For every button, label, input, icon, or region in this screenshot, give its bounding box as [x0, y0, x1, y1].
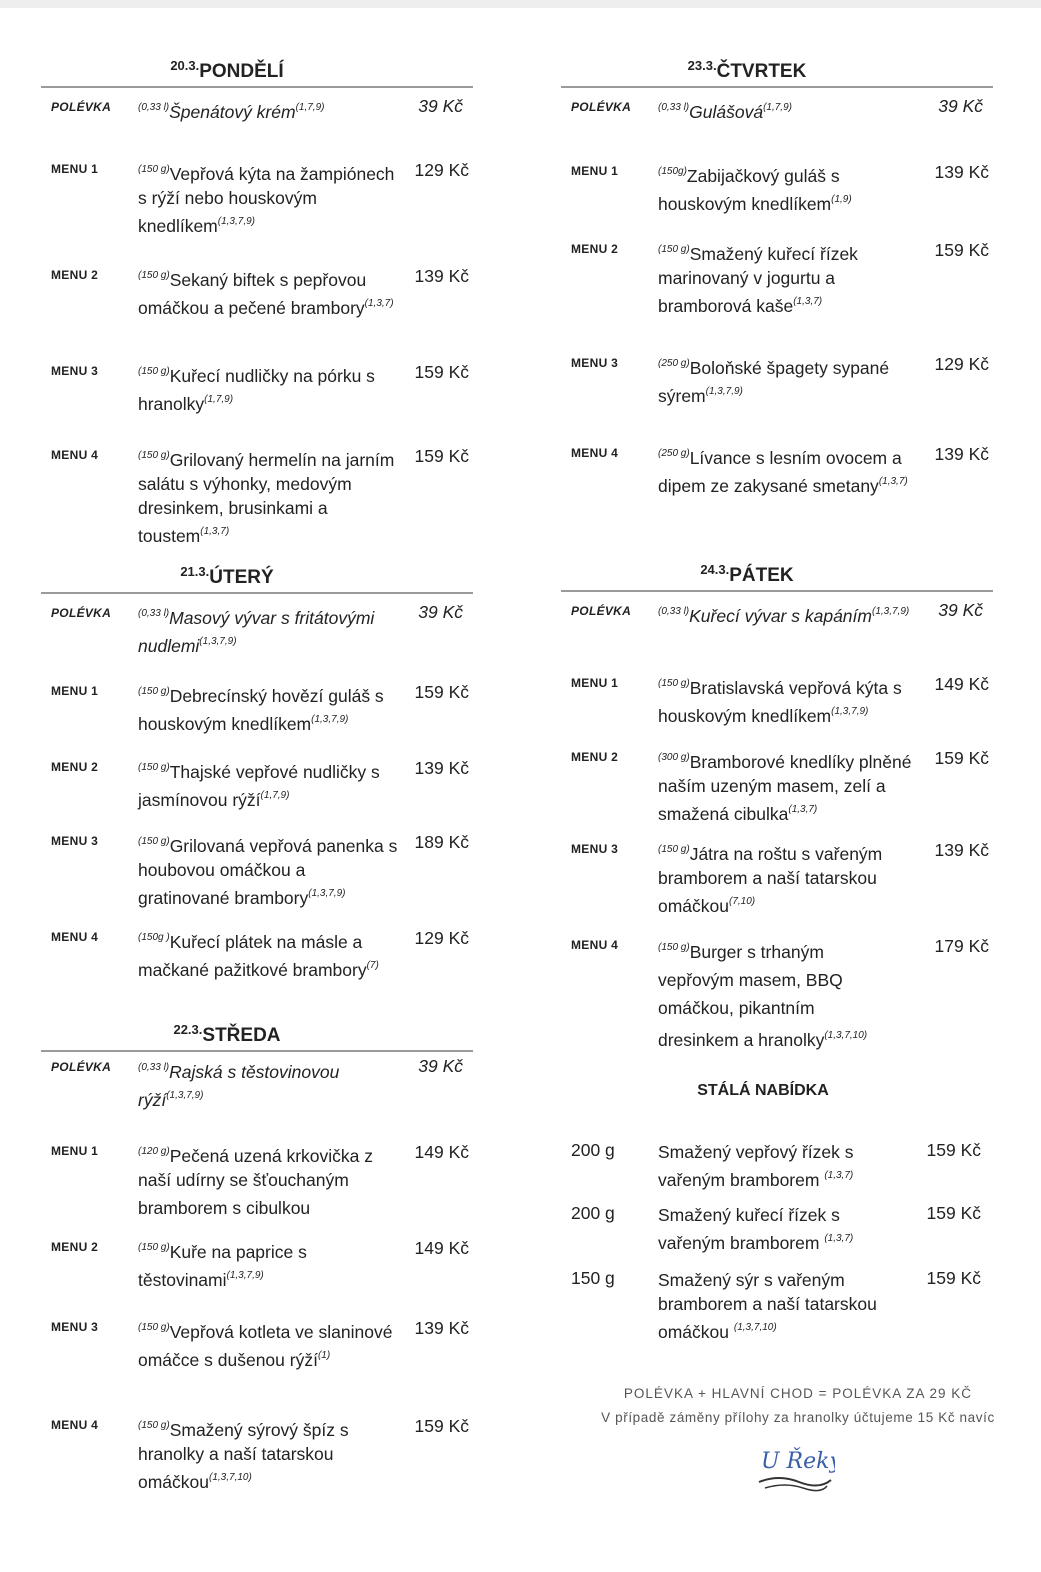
dish-description [138, 926, 398, 982]
dish-price: 189 Kč [414, 832, 469, 852]
portion-size: (120 g) [138, 1146, 170, 1157]
portion-size: (300 g) [658, 752, 690, 763]
allergens: (1,3,7,9) [311, 714, 349, 725]
fixed-price: 159 Kč [926, 1140, 981, 1160]
dish-name: Kuře na paprice s těstovinami [138, 1242, 307, 1290]
dish-description [138, 680, 398, 736]
allergens: (1,9) [831, 194, 852, 205]
soup-price: 39 Kč [938, 96, 983, 116]
allergens: (1,3,7) [200, 526, 230, 537]
fries-note: V případě záměny přílohy za hranolky účtujeme 15 Kč navíc [601, 1410, 995, 1425]
dish-name: Boloňské špagety sypané sýrem [658, 358, 890, 406]
soup-description [138, 602, 398, 658]
restaurant-logo [755, 1440, 835, 1496]
allergens: (1,3,7,10) [733, 1322, 777, 1333]
dish-description [658, 442, 918, 498]
soup-label: POLÉVKA [51, 1060, 112, 1074]
dish-name: Bratislavská vepřová kýta s houskovým knedlíkem [658, 678, 902, 726]
portion-size: (150 g) [138, 686, 170, 697]
day-title [561, 58, 993, 86]
combo-note: POLÉVKA + HLAVNÍ CHOD = POLÉVKA ZA 29 KČ [623, 1386, 973, 1401]
dish-name: Játra na roštu s vařeným bramborem a naší tatarskou omáčkou [658, 844, 883, 916]
allergens: (1,7,9) [204, 394, 234, 405]
dish-price: 139 Kč [414, 758, 469, 778]
day-divider [561, 86, 993, 88]
allergens: (1,3,7,9) [705, 386, 743, 397]
dish-name: Smažený vepřový řízek s vařeným bramborem [658, 1142, 854, 1190]
svg-text:U Řeky: U Řeky [761, 1449, 835, 1474]
soup-label: POLÉVKA [571, 604, 632, 618]
day-divider [561, 590, 993, 592]
allergens: (1,3,7,9) [226, 1270, 264, 1281]
dish-name: Zabijačkový guláš s houskovým knedlíkem [658, 166, 840, 214]
day-divider [41, 86, 473, 88]
dish-name: Špenátový krém [169, 102, 296, 122]
soup-description [658, 96, 918, 124]
dish-name: Grilovaná vepřová panenka s houbovou omáčkou a gratinované brambory [138, 836, 398, 908]
day-name: STŘEDA [202, 1025, 281, 1046]
dish-name: Kuřecí nudličky na pórku s hranolky [138, 366, 375, 414]
dish-name: Grilovaný hermelín na jarním salátu s výhonky, medovým dresinkem, brusinkami a toustem [138, 450, 395, 546]
day-title [561, 562, 993, 590]
portion-size: (150 g) [138, 1242, 170, 1253]
soup-price: 39 Kč [418, 96, 463, 116]
fixed-weight: 150 g [571, 1268, 615, 1288]
dish-description [658, 672, 918, 728]
dish-description [138, 444, 398, 548]
menu-label: MENU 4 [51, 930, 99, 944]
fixed-description [658, 1203, 908, 1255]
dish-name: Smažený sýr s vařeným bramborem a naší tatarskou omáčkou [658, 1270, 877, 1342]
menu-label: MENU 1 [51, 162, 99, 176]
portion-size: (150 g) [658, 244, 690, 255]
soup-description [138, 1056, 398, 1112]
allergens: (1,3,7,9) [871, 606, 910, 617]
portion-size: (150 g) [138, 270, 170, 281]
menu-label: MENU 4 [51, 448, 99, 462]
day-section-fri [561, 562, 993, 1050]
menu-label: MENU 4 [571, 446, 619, 460]
allergens: (1,3,7) [364, 298, 394, 309]
portion-size: (150 g) [138, 762, 170, 773]
dish-price: 129 Kč [934, 354, 989, 374]
portion-size: (150 g) [138, 1420, 170, 1431]
day-section-tue [41, 564, 473, 1036]
day-date: 22.3. [173, 1022, 203, 1037]
allergens: (1,3,7,10) [824, 1030, 868, 1041]
dish-description [658, 352, 918, 408]
fixed-description [658, 1268, 908, 1344]
soup-label: POLÉVKA [51, 606, 112, 620]
day-divider [41, 1050, 473, 1052]
dish-description [138, 360, 398, 416]
day-title [41, 58, 473, 86]
portion-size: (150 g) [138, 836, 170, 847]
dish-price: 159 Kč [414, 446, 469, 466]
dish-name: Kuřecí vývar s kapáním [689, 606, 872, 626]
portion-size: (250 g) [658, 448, 690, 459]
dish-price: 179 Kč [934, 936, 989, 956]
allergens: (1,3,7,9) [217, 216, 256, 227]
day-divider [41, 592, 473, 594]
day-name: PONDĚLÍ [199, 61, 284, 82]
dish-name: Rajská s těstovinovou rýží [138, 1062, 340, 1110]
allergens: (1) [317, 1350, 331, 1361]
dish-name: Bramborové knedlíky plněné naším uzeným masem, zelí a smažená cibulka [658, 752, 912, 824]
soup-description [138, 96, 398, 124]
dish-description [138, 1414, 398, 1494]
menu-label: MENU 3 [51, 1320, 99, 1334]
dish-name: Pečená uzená krkovička z naší udírny se šťouchaným bramborem s cibulkou [138, 1146, 373, 1218]
day-date: 23.3. [687, 58, 717, 73]
menu-label: MENU 2 [51, 268, 99, 282]
allergens: (1,3,7) [824, 1170, 854, 1181]
portion-size: (0,33 l) [138, 102, 170, 113]
portion-size: (0,33 l) [138, 1062, 170, 1073]
allergens: (1,7,9) [295, 102, 325, 113]
dish-description [138, 1140, 398, 1220]
dish-name: Gulášová [689, 102, 764, 122]
dish-name: Lívance s lesním ovocem a dipem ze zakysané smetany [658, 448, 902, 496]
allergens: (1,3,7,9) [166, 1090, 204, 1101]
allergens: (1,3,7) [824, 1233, 854, 1244]
menu-label: MENU 3 [51, 834, 99, 848]
soup-label: POLÉVKA [51, 100, 112, 114]
menu-label: MENU 2 [51, 1240, 99, 1254]
dish-description [658, 934, 898, 1054]
menu-label: MENU 3 [571, 356, 619, 370]
portion-size: (150g) [658, 166, 687, 177]
portion-size: (0,33 l) [658, 606, 690, 617]
menu-label: MENU 3 [571, 842, 619, 856]
allergens: (1,7,9) [763, 102, 792, 113]
dish-name: Masový vývar s fritátovými nudlemi [138, 608, 375, 656]
menu-label: MENU 1 [571, 676, 619, 690]
allergens: (1,3,7,9) [831, 706, 869, 717]
fixed-weight: 200 g [571, 1140, 615, 1160]
allergens: (7) [366, 960, 379, 971]
portion-size: (150 g) [138, 164, 170, 175]
dish-description [138, 756, 398, 812]
menu-label: MENU 1 [571, 164, 619, 178]
dish-description [658, 838, 918, 918]
dish-name: Vepřová kýta na žampiónech s rýží nebo houskovým knedlíkem [138, 164, 395, 236]
dish-description [658, 238, 918, 318]
dish-name: Sekaný biftek s pepřovou omáčkou a pečené brambory [138, 270, 367, 318]
menu-label: MENU 3 [51, 364, 99, 378]
portion-size: (150 g) [658, 844, 690, 855]
dish-price: 139 Kč [414, 266, 469, 286]
dish-name: Burger s trhaným vepřovým masem, BBQ omáčkou, pikantním dresinkem a hranolky [658, 942, 843, 1050]
soup-label: POLÉVKA [571, 100, 632, 114]
dish-name: Smažený kuřecí řízek s vařeným bramborem [658, 1205, 840, 1253]
dish-name: Vepřová kotleta ve slaninové omáčce s dušenou rýží [138, 1322, 393, 1370]
dish-price: 159 Kč [414, 682, 469, 702]
allergens: (1,3,7,9) [199, 636, 237, 647]
portion-size: (150g ) [138, 932, 170, 943]
menu-label: MENU 2 [51, 760, 99, 774]
allergens: (1,3,7) [788, 804, 818, 815]
menu-label: MENU 4 [571, 938, 619, 952]
dish-name: Debrecínský hovězí guláš s houskovým knedlíkem [138, 686, 384, 734]
fixed-weight: 200 g [571, 1203, 615, 1223]
day-name: PÁTEK [729, 565, 794, 586]
dish-name: Thajské vepřové nudličky s jasmínovou rýží [138, 762, 380, 810]
dish-price: 139 Kč [934, 444, 989, 464]
dish-name: Smažený kuřecí řízek marinovaný v jogurtu a bramborová kaše [658, 244, 858, 316]
menu-label: MENU 1 [51, 684, 99, 698]
soup-price: 39 Kč [418, 1056, 463, 1076]
allergens: (1,3,7,10) [209, 1472, 252, 1483]
day-name: ÚTERÝ [209, 567, 274, 588]
day-date: 20.3. [170, 58, 200, 73]
fixed-description [658, 1140, 908, 1192]
portion-size: (150 g) [138, 450, 170, 461]
dish-price: 159 Kč [414, 1416, 469, 1436]
portion-size: (150 g) [658, 678, 690, 689]
dish-description [138, 158, 398, 238]
fixed-price: 159 Kč [926, 1268, 981, 1288]
dish-price: 129 Kč [414, 928, 469, 948]
fixed-price: 159 Kč [926, 1203, 981, 1223]
day-section-mon [41, 58, 473, 554]
dish-name: Smažený sýrový špíz s hranolky a naší tatarskou omáčkou [138, 1420, 349, 1492]
day-section-thu [561, 58, 993, 552]
dish-description [138, 1316, 398, 1372]
dish-price: 149 Kč [934, 674, 989, 694]
soup-description [658, 600, 918, 628]
dish-price: 129 Kč [414, 160, 469, 180]
top-bar [0, 0, 1041, 8]
dish-description [138, 1236, 398, 1292]
day-date: 24.3. [700, 562, 730, 577]
soup-price: 39 Kč [418, 602, 463, 622]
menu-label: MENU 1 [51, 1144, 99, 1158]
fixed-offer-title: STÁLÁ NABÍDKA [697, 1082, 829, 1099]
portion-size: (0,33 l) [658, 102, 690, 113]
allergens: (7,10) [729, 896, 756, 907]
portion-size: (250 g) [658, 358, 690, 369]
allergens: (1,7,9) [260, 790, 290, 801]
allergens: (1,3,7,9) [308, 888, 346, 899]
portion-size: (0,33 l) [138, 608, 170, 619]
dish-price: 139 Kč [934, 840, 989, 860]
day-name: ČTVRTEK [716, 61, 807, 82]
day-title [41, 1022, 473, 1050]
dish-price: 139 Kč [934, 162, 989, 182]
portion-size: (150 g) [138, 366, 170, 377]
day-section-wed [41, 1022, 473, 1524]
menu-label: MENU 2 [571, 242, 619, 256]
portion-size: (150 g) [138, 1322, 170, 1333]
dish-name: Kuřecí plátek na másle a mačkané pažitkové brambory [138, 932, 367, 980]
day-title [41, 564, 473, 592]
dish-price: 159 Kč [934, 748, 989, 768]
dish-description [138, 830, 398, 910]
menu-label: MENU 2 [571, 750, 619, 764]
dish-description [658, 746, 918, 826]
allergens: (1,3,7) [878, 476, 908, 487]
dish-price: 159 Kč [414, 362, 469, 382]
dish-price: 149 Kč [414, 1238, 469, 1258]
portion-size: (150 g) [658, 942, 690, 953]
day-date: 21.3. [180, 564, 210, 579]
dish-description [658, 160, 918, 216]
dish-description [138, 264, 398, 320]
allergens: (1,3,7) [793, 296, 823, 307]
menu-label: MENU 4 [51, 1418, 99, 1432]
dish-price: 139 Kč [414, 1318, 469, 1338]
dish-price: 149 Kč [414, 1142, 469, 1162]
dish-price: 159 Kč [934, 240, 989, 260]
soup-price: 39 Kč [938, 600, 983, 620]
